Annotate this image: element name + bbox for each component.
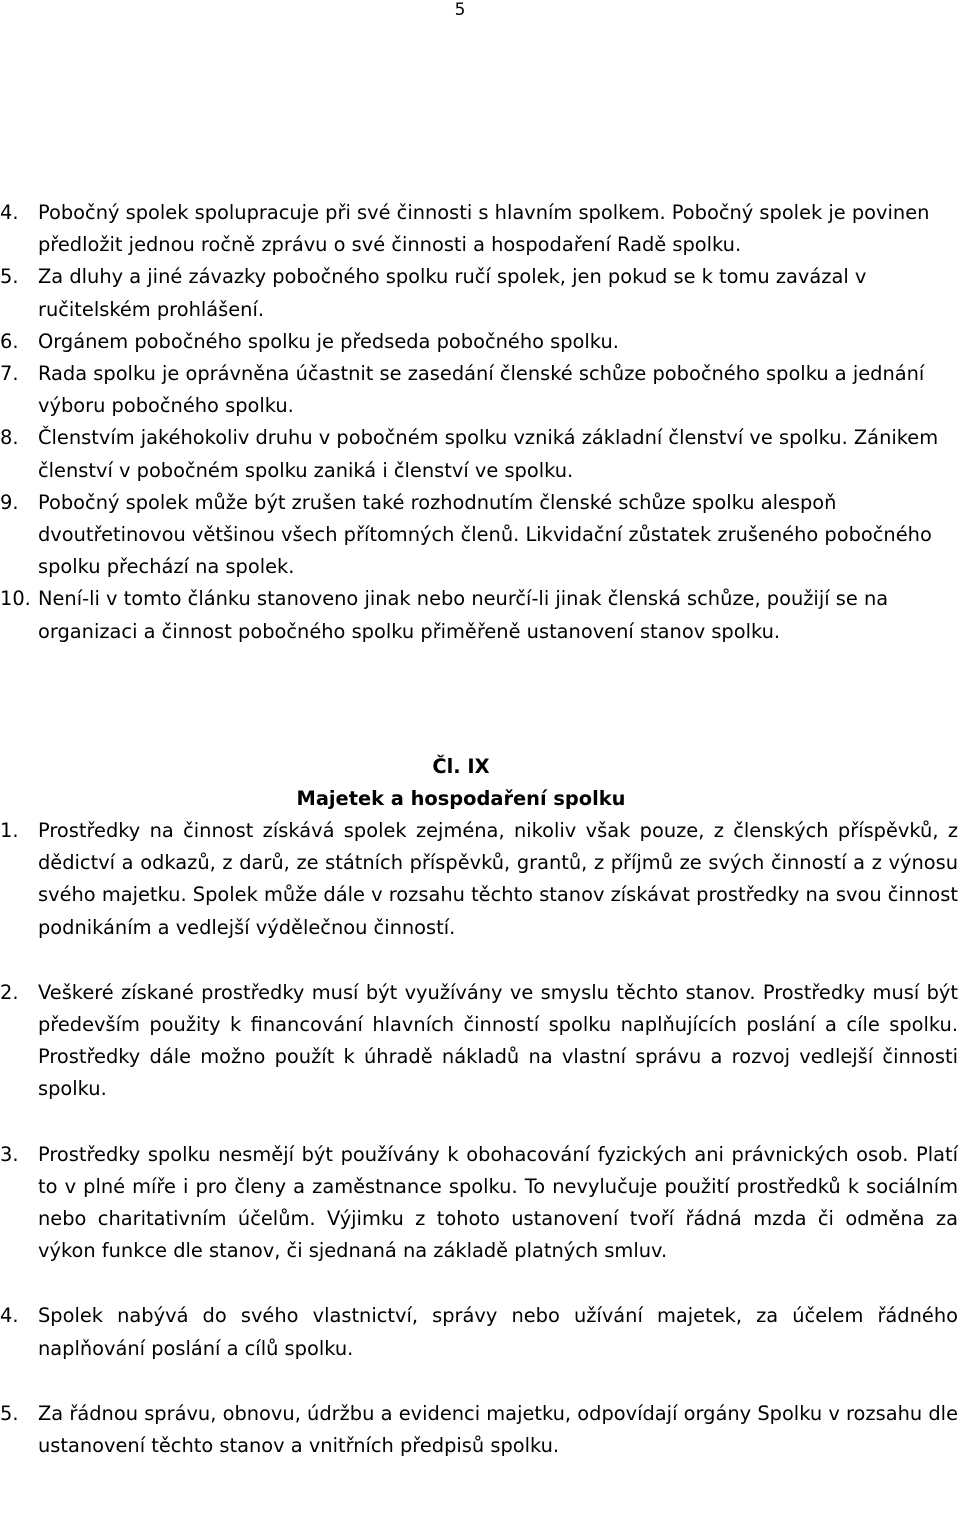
list-item [0,1398,958,1462]
list-item [0,977,958,1106]
item-number: 4. [0,1304,19,1328]
article-title: Majetek a hospodaření spolku [296,787,626,810]
item-number: 1. [0,819,19,842]
paragraph-gap [0,1106,960,1139]
list-item [0,1300,958,1364]
item-text: Není-li v tomto článku stanoveno jinak nebo neurčí-li jinak členská schůze, použijí se na organizaci a činnost pobočného spolku přiměřeně ustanovení stanov spolku. [38,587,889,643]
item-text: Spolek nabývá do svého vlastnictví, správy nebo užívání majetek, za účelem řádného naplňování poslání a cílů spolku. [38,1304,958,1360]
page-number: 5 [454,0,466,20]
item-text: Orgánem pobočného spolku je předseda pobočného spolku. [38,329,619,353]
item-text: Rada spolku je oprávněna účastnit se zasedání členské schůze pobočného spolku a jednání výboru pobočného spolku. [38,362,925,418]
item-number: 5. [0,265,19,289]
list-item [0,261,958,325]
item-text: Pobočný spolek spolupracuje při své činnosti s hlavním spolkem. Pobočný spolek je povinen předložit jednou ročně zprávu o své činnosti a hospodaření Radě spolku. [38,201,930,257]
list-item [0,197,958,261]
paragraph-gap [0,944,960,977]
item-text: Prostředky spolku nesmějí být používány k obohacování fyzických ani právnických osob. Platí to v plné míře i pro členy a zaměstnance spolku. To nevylučuje použití prostředků k sociálním nebo charitativním účelům. Výjimku z tohoto ustanovení tvoří řádná mzda či odměna za výkon funkce dle stanov, či sjednaná na základě platných smluv. [38,1142,958,1263]
item-number: 3. [0,1142,19,1166]
item-text: Veškeré získané prostředky musí být využívány ve smyslu těchto stanov. Prostředky musí být především použity k financování hlavních činností spolku naplňujících poslání a cíle spolku. Prostředky dále možno použít k úhradě nákladů na vlastní správu a rozvoj vedlejší činnosti spolku. [38,980,958,1101]
list-item [0,1139,958,1268]
item-text: Pobočný spolek může být zrušen také rozhodnutím členské schůze spolku alespoň dvoutřetinovou většinou všech přítomných členů. Likvidační zůstatek zrušeného pobočného spolku přechází na spolek. [38,490,932,579]
article-number: Čl. IX [432,755,490,778]
item-number: 10. [0,587,31,611]
paragraph-gap [0,1267,960,1300]
item-number: 8. [0,426,19,450]
list-item [0,326,958,358]
item-text: Za dluhy a jiné závazky pobočného spolku ručí spolek, jen pokud se k tomu zavázal v ručitelském prohlášení. [38,265,867,321]
membership-branch-list [0,197,960,648]
paragraph-gap [0,1365,960,1398]
list-item [0,583,958,647]
list-item [0,487,958,584]
list-item [0,422,958,486]
item-number: 5. [0,1401,19,1425]
item-number: 6. [0,329,19,353]
item-number: 7. [0,362,19,386]
item-number: 2. [0,980,19,1004]
item-text: Za řádnou správu, obnovu, údržbu a evidenci majetku, odpovídají orgány Spolku v rozsahu dle ustanovení těchto stanov a vnitřních předpisů spolku. [38,1401,958,1458]
list-item [0,358,958,422]
property-management-list [0,815,960,1462]
list-item [0,815,958,944]
item-text: Členstvím jakéhokoliv druhu v pobočném spolku vzniká základní členství ve spolku. Zánikem členství v pobočném spolku zaniká i členství ve spolku. [38,426,939,482]
item-text: Prostředky na činnost získává spolek zejména, nikoliv však pouze, z členských příspěvků, z dědictví a odkazů, z darů, ze státních příspěvků, grantů, z příjmů ze svých činností a z výnosu svého majetku. Spolek může dále v rozsahu těchto stanov získávat prostředky na svou činnost podnikáním a vedlejší výdělečnou činností. [38,819,958,939]
item-number: 4. [0,201,19,224]
item-number: 9. [0,490,19,514]
